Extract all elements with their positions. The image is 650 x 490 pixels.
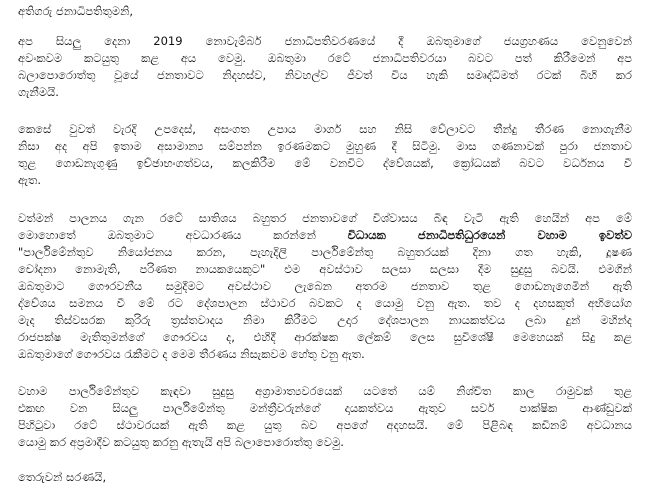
paragraph-1-line-1: අප සියලු දෙනා 2019 නොවැම්බර් ජනාධිපතිවරණයේ දී ඔබතුමාගේ ජයග්‍රහණය වෙනුවෙන් [18, 34, 632, 48]
paragraph-3-line-1: වත්මන් පාලනය ගැන රටේ සාතිශය බහුතර ජනතාවගේ විශ්වාසය බිඳ වැටී ඇති හෙයින් අප මේ [18, 211, 632, 225]
paragraph-2-line-1: කෙසේ වුවත් වැරදි උපදෙස්, අසංගත උපාය මාර්ග සහ නිසි වේලාවට තීන්දු තීරණ නොගැනීම [18, 122, 632, 136]
paragraph-1-line-2: අවංකවම කටයුතු කළ අය වෙමු. ඔබතුමා රටේ ජනාධිපතිවරයා බවට පත් කිරීමෙන් අප [18, 51, 632, 65]
paragraph-4-line-4: යොමු කර අප්‍රමාදීව කටයුතු කරනු ඇතැයි අපි බලාපොරොත්තු වෙමු. [18, 435, 344, 449]
paragraph-3-line-2 [18, 228, 632, 242]
paragraph-3-line-4: චෝදනා නොමැති, පරිණත නායකයෙකුට" එම අවස්ථාව සලසා සලසා දීම සුදුසු බවයි. එමගින් [18, 262, 632, 276]
paragraph-3-emphasis: විධායක ජනාධිපතිධුරයෙන් වහාම ඉවත්ව [347, 228, 632, 242]
paragraph-4-line-2: එකඟ වන සියලු පාර්ලිමේන්තු මන්ත්‍රීවරුන්ගේ දායකත්වය ඇතුව සර්ව පාක්ෂික ආණ්ඩුවක් [18, 401, 632, 415]
closing: තෙරුවන් සරණයි, [18, 470, 107, 484]
salutation: අතිගරු ජනාධිපතිතුමනි, [18, 4, 134, 18]
paragraph-1-line-3: බලාපොරොත්තු වූයේ ජනතාවට නිදහස්ව, නිවහල්ව ජීවත් විය හැකි සමෘද්ධිමත් රටක් බිහි කර [18, 68, 632, 82]
paragraph-3-line-2-text: මොහොතේ ඔබතුමාට අවධාරණය කරන්නේ [18, 228, 348, 242]
paragraph-4-line-3: පිහිටුවා රටේ ස්ථාවරයක් ඇති කළ යුතු බව අපගේ අදහසයි. මේ පිළිබඳ කඩිනම් අවධානය [18, 418, 632, 432]
paragraph-3-line-3: "පාර්ලිමේන්තුව නියෝජනය කරන, පැහැදිලි පාර්ලිමේන්තු බහුතරයක් දිනා ගත හැකි, දූෂණ [18, 245, 632, 259]
paragraph-3-line-8: රාජපක්ෂ මැතිතුමන්ගේ ගෞරවය ද, එහිදී ආරක්ෂක ලේකම් ලෙස සුවිශේෂී මෙහෙයක් සිදු කළ [18, 330, 632, 344]
paragraph-3-line-7: මැද තිස්වසරක කුරිරු ත්‍රස්තවාදය නිමා කිරීමට උදාර දේශපාලන නායකත්වය ලබා දුන් මහින්ද [18, 313, 632, 327]
paragraph-3-line-5: ඔබතුමාට ගෞරවනීය සමුදීමට අවස්ථාව ලැබෙන අතරම ජනතාව තුළ ගොඩනැගෙමින් ඇති [18, 279, 632, 293]
paragraph-3-line-6: ද්වේශය සමනය වී මේ රට දේශපාලන ස්ථාවර බවකට ද යොමු වනු ඇත. තව ද දහසකුත් අභියෝග [18, 296, 632, 310]
paragraph-4-line-1: වහාම පාර්ලිමේන්තුව කැඳවා සුදුසු අග්‍රාමාත්‍යවරයෙක් යටතේ යම් නිශ්චිත කාල රාමුවක් තුළ [18, 384, 632, 398]
paragraph-2-line-4: ඇත. [18, 173, 41, 187]
paragraph-1-line-4: ගැනීමයි. [18, 85, 59, 99]
paragraph-2-line-3: තුළ ගොඩනැගුණු ඉච්ඡාභංගත්වය, කලකිරීම මේ වනවිට ද්වේශයක්, ක්‍රෝධයක් බවට වර්ධනය වී [18, 156, 632, 170]
paragraph-3-line-9: ඔබතුමාගේ ගෞරවය රැකීමට ද මෙම තීරණය නිසැකවම හේතු වනු ඇත. [18, 347, 365, 361]
paragraph-2-line-2: නිසා අද අපි ඉතාම අසාමාන්‍ය සම්පන්න ඉරණමකට මුහුණ දී සිටිමු. මාස ගණනාවක් පුරා ජනතාව [18, 139, 632, 153]
